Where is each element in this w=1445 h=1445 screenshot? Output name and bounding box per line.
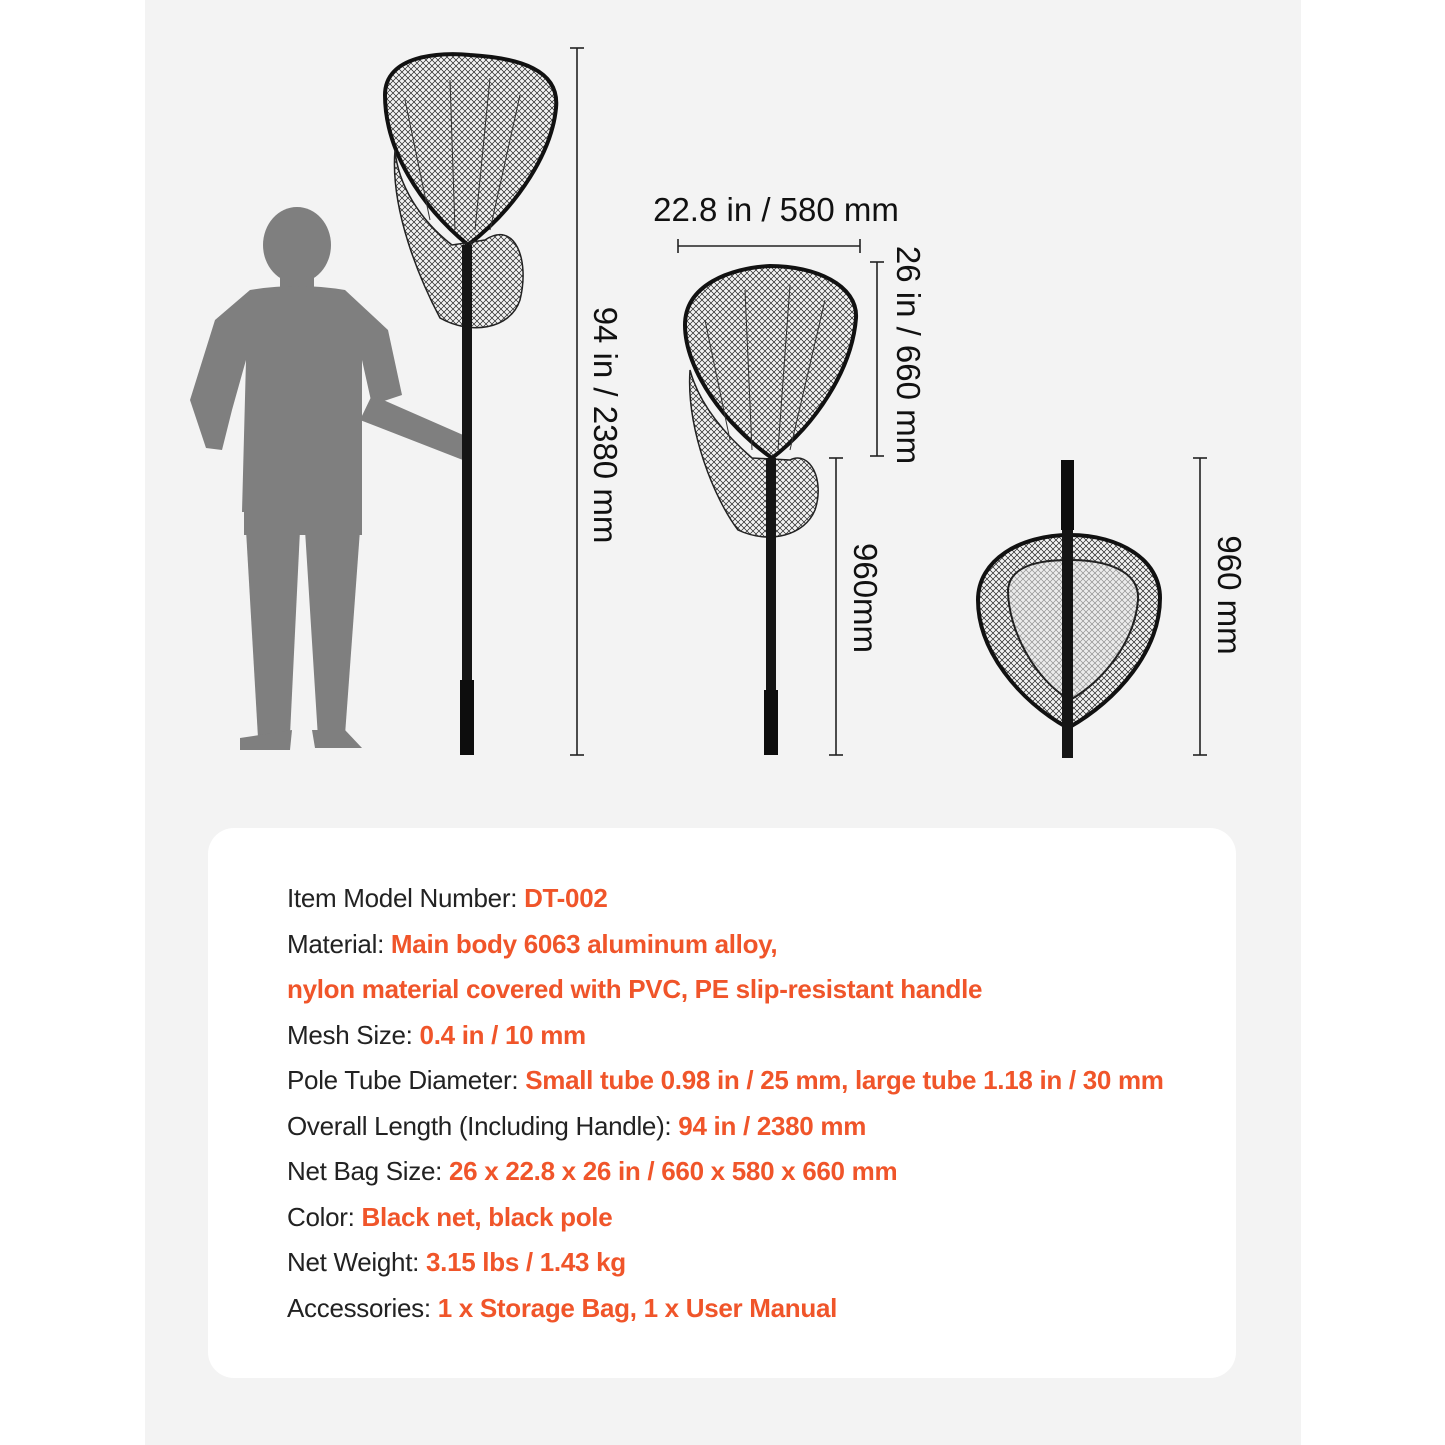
hoop-depth-dimension xyxy=(870,262,884,456)
hoop-width-dimension xyxy=(678,239,860,253)
spec-row-material-cont: nylon material covered with PVC, PE slip-resistant handle xyxy=(287,974,983,1004)
folded-length-label: 960 mm xyxy=(1211,535,1248,655)
handle-length-label: 960mm xyxy=(847,542,884,654)
spec-row-accessories: Accessories: 1 x Storage Bag, 1 x User Manual xyxy=(287,1292,838,1323)
spec-row-color: Color: Black net, black pole xyxy=(287,1201,613,1232)
spec-list xyxy=(287,876,1164,1331)
hoop-depth-label: 26 in / 660 mm xyxy=(890,245,927,465)
extended-net-icon xyxy=(385,54,556,755)
spec-row-overall-length: Overall Length (Including Handle): 94 in / 2380 mm xyxy=(287,1110,867,1141)
spec-row-net-weight: Net Weight: 3.15 lbs / 1.43 kg xyxy=(287,1247,626,1277)
spec-row-mesh-size: Mesh Size: 0.4 in / 10 mm xyxy=(287,1019,586,1050)
spec-row-pole-diameter: Pole Tube Diameter: Small tube 0.98 in / 25 mm, large tube 1.18 in / 30 mm xyxy=(287,1065,1164,1095)
folded-length-dimension xyxy=(1193,458,1207,755)
overall-height-label: 94 in / 2380 mm xyxy=(587,306,624,544)
overall-height-dimension xyxy=(570,48,584,755)
handle-net-icon xyxy=(685,266,856,755)
folded-net-icon xyxy=(978,460,1160,758)
handle-length-dimension xyxy=(829,458,843,755)
hoop-width-label: 22.8 in / 580 mm xyxy=(653,191,899,228)
spec-row-net-bag-size: Net Bag Size: 26 x 22.8 x 26 in / 660 x 580 x 660 mm xyxy=(287,1156,898,1186)
spec-row-model: Item Model Number: DT-002 xyxy=(287,883,608,913)
spec-row-material: Material: Main body 6063 aluminum alloy, xyxy=(287,928,778,959)
